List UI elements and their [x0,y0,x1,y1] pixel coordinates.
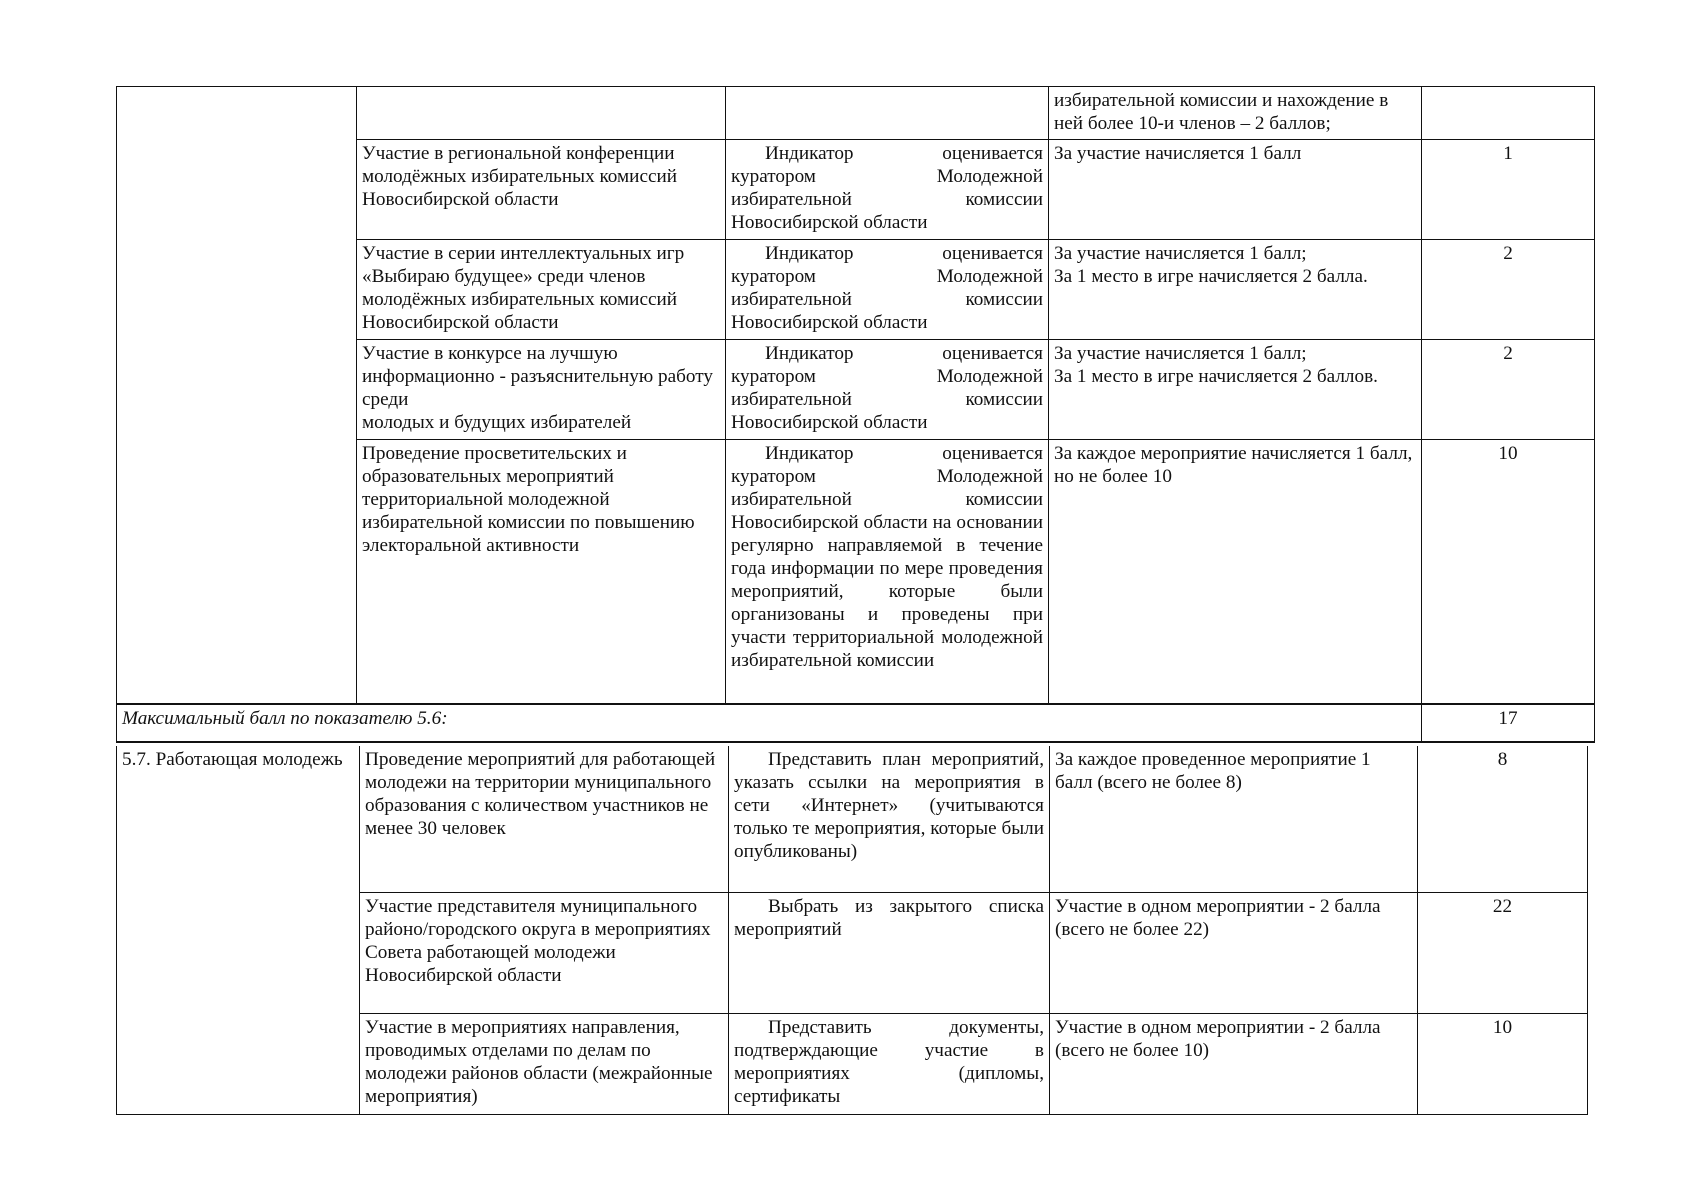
criteria-cell: За каждое проведенное мероприятие 1 балл (всего не более 8) [1050,746,1418,892]
criteria-cell: Участие в одном мероприятии - 2 балла (всего не более 10) [1050,1013,1418,1114]
method-text: Индикатор оценивается куратором Молодежной избирательной комиссии Новосибирской области [731,143,1043,233]
indicator-cell: Проведение просветительских и образовательных мероприятий территориальной молодежной избирательной комиссии по повышению электоральной активности [357,440,726,704]
table-row [117,87,1595,140]
indicator-cell [357,87,726,140]
criteria-cell: За участие начисляется 1 балл; За 1 место в игре начисляется 2 баллов. [1049,340,1422,440]
indicator-cell: Участие в региональной конференции молодёжных избирательных комиссий Новосибирской области [357,140,726,240]
section-title: 5.7. Работающая молодежь [117,746,360,1114]
scoring-table-5-7 [116,746,1588,1115]
score-cell: 10 [1422,440,1595,704]
max-score-value: 17 [1422,704,1595,742]
score-cell: 2 [1422,340,1595,440]
indicator-cell: Участие в мероприятиях направления, проводимых отделами по делам по молодежи районов области (межрайонные мероприятия) [360,1013,729,1114]
method-cell [729,892,1050,1013]
max-score-label: Максимальный балл по показателю 5.6: [117,704,1422,742]
indicator-cell: Проведение мероприятий для работающей молодежи на территории муниципального образования с количеством участников не менее 30 человек [360,746,729,892]
table-row [117,746,1588,892]
scoring-table-5-6 [116,86,1595,743]
method-text: Индикатор оценивается куратором Молодежной избирательной комиссии Новосибирской области на основании регулярно направляемой в течение года информации по мере проведения мероприятий, которые были организованы и проведены при участи территориальной молодежной избирательной комиссии [731,443,1043,671]
method-text: Индикатор оценивается куратором Молодежной избирательной комиссии Новосибирской области [731,343,1043,433]
method-text: Представить документы, подтверждающие участие в мероприятиях (дипломы, сертификаты [734,1016,1044,1107]
indicator-cell: Участие представителя муниципального районо/городского округа в мероприятиях Совета работающей молодежи Новосибирской области [360,892,729,1013]
score-cell [1422,87,1595,140]
criteria-cell: За участие начисляется 1 балл [1049,140,1422,240]
criteria-cell: За участие начисляется 1 балл; За 1 место в игре начисляется 2 балла. [1049,240,1422,340]
method-cell [729,746,1050,892]
method-text: Выбрать из закрытого списка мероприятий [734,895,1044,940]
method-cell [726,340,1049,440]
criteria-cell: За каждое мероприятие начисляется 1 балл, но не более 10 [1049,440,1422,704]
summary-row [117,704,1595,742]
criteria-cell: избирательной комиссии и нахождение в ней более 10-и членов – 2 баллов; [1049,87,1422,140]
score-cell: 22 [1418,892,1588,1013]
section-cell-empty [117,87,357,704]
method-cell [726,440,1049,704]
method-text: Индикатор оценивается куратором Молодежной избирательной комиссии Новосибирской области [731,243,1043,333]
score-cell: 1 [1422,140,1595,240]
indicator-cell: Участие в конкурсе на лучшую информационно - разъяснительную работу среди молодых и будущих избирателей [357,340,726,440]
score-cell: 2 [1422,240,1595,340]
method-cell [729,1013,1050,1114]
method-cell [726,240,1049,340]
indicator-cell: Участие в серии интеллектуальных игр «Выбираю будущее» среди членов молодёжных избирательных комиссий Новосибирской области [357,240,726,340]
method-cell [726,87,1049,140]
score-cell: 8 [1418,746,1588,892]
method-text: Представить план мероприятий, указать ссылки на мероприятия в сети «Интернет» (учитываются только те мероприятия, которые были опубликованы) [734,749,1044,862]
score-cell: 10 [1418,1013,1588,1114]
method-cell [726,140,1049,240]
criteria-cell: Участие в одном мероприятии - 2 балла (всего не более 22) [1050,892,1418,1013]
